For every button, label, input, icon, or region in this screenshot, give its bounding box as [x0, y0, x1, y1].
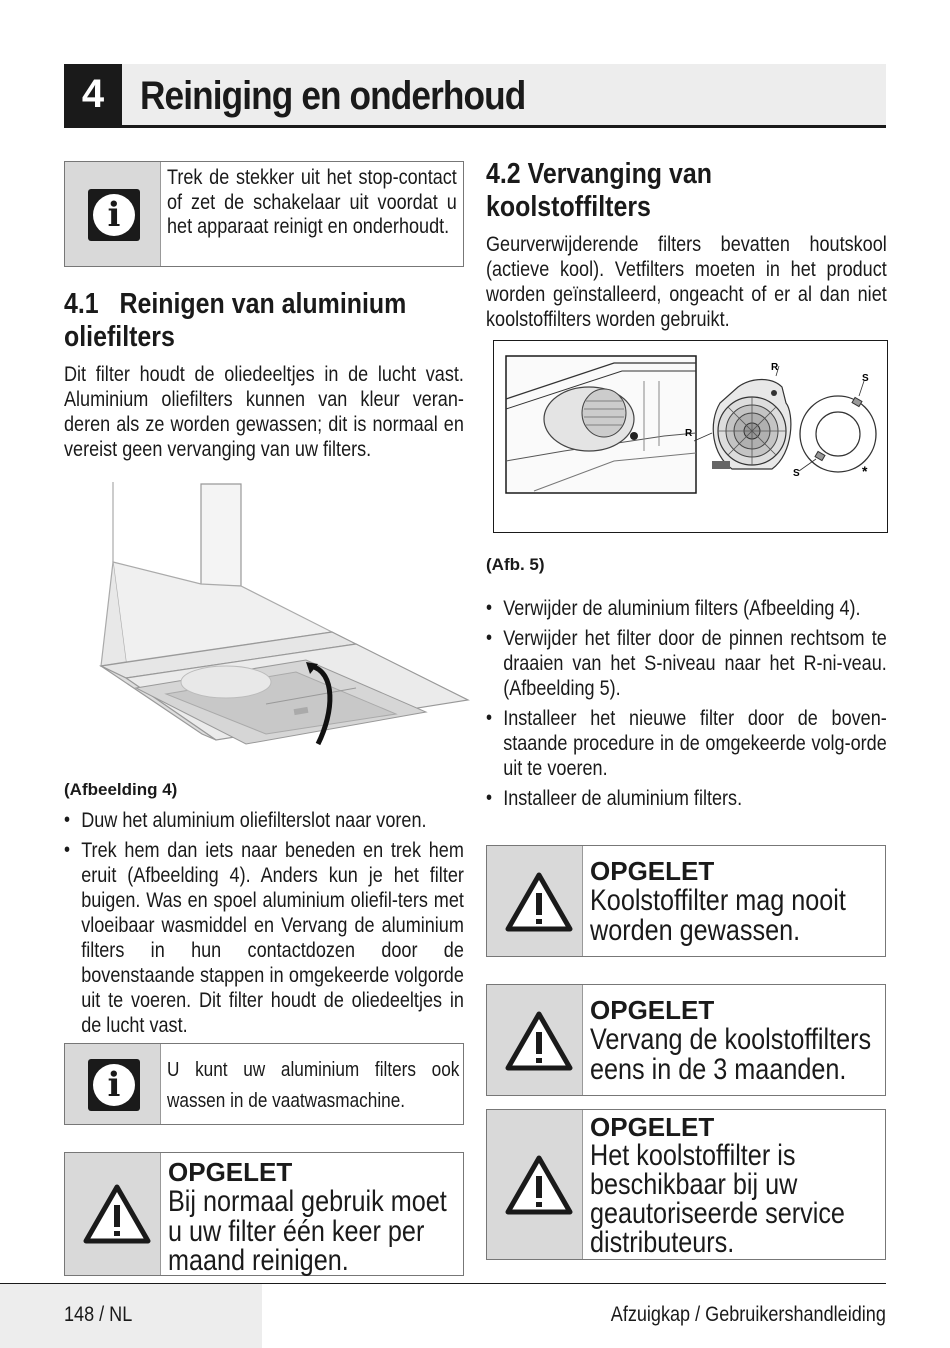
warning-icon	[504, 1154, 574, 1216]
document-title-text: Afzuigkap / Gebruikershandleiding	[610, 1303, 886, 1326]
warning-label: OPGELET	[168, 1157, 293, 1187]
list-item: • Installeer de aluminium filters.	[486, 786, 887, 811]
figure-5-frame	[493, 340, 888, 533]
warning-text-line: Vervang de koolstoffilters	[590, 1023, 872, 1056]
figure-label-s: S	[793, 468, 800, 479]
warning-box-availability	[486, 1109, 886, 1260]
right-bullet-list	[486, 596, 887, 811]
warning-label: OPGELET	[590, 995, 715, 1025]
warning-text-line: Bij normaal gebruik moet	[168, 1185, 447, 1218]
warning-icon	[504, 1010, 574, 1072]
figure-label-r: R	[771, 362, 779, 373]
warning-box-replace-3-months	[486, 984, 886, 1096]
warning-text-line: Het koolstoffilter is	[590, 1139, 796, 1172]
figure-label-s: S	[862, 373, 869, 384]
info-text-unplug: Trek de stekker uit het stop-contact of zet de schakelaar uit voordat u het apparaat reinigt en onderhoudt.	[167, 166, 457, 238]
warning-text-line: maand reinigen.	[168, 1244, 349, 1277]
info-box-unplug	[64, 161, 464, 267]
warning-text-line: worden gewassen.	[590, 914, 801, 947]
section-title-4-2: 4.2 Vervanging van koolstoffilters	[486, 158, 712, 223]
info-icon: i	[88, 1059, 140, 1111]
warning-label: OPGELET	[590, 1112, 715, 1142]
warning-icon	[504, 871, 574, 933]
chapter-number: 4	[64, 64, 122, 125]
warning-icon	[82, 1183, 152, 1245]
warning-label: OPGELET	[590, 856, 715, 886]
hood-illustration	[96, 482, 476, 752]
info-text-dishwasher: U kunt uw aluminium filters ook wassen in de vaatwasmachine.	[167, 1059, 460, 1112]
list-item: • Installeer het nieuwe filter door de boven-staande procedure in de omgekeerde volg-orde uit te voeren.	[486, 706, 887, 781]
warning-text-line: eens in de 3 maanden.	[590, 1053, 847, 1086]
warning-box-no-wash	[486, 845, 886, 957]
list-item: • Verwijder de aluminium filters (Afbeelding 4).	[486, 596, 887, 621]
chapter-header	[64, 64, 886, 128]
figure-label-r: R	[685, 428, 693, 439]
section-title-4-1: 4.1 Reinigen van aluminium oliefilters	[64, 288, 414, 353]
warning-text-line: distributeurs.	[590, 1226, 735, 1259]
figure-4-caption: (Afbeelding 4)	[64, 780, 178, 799]
warning-text-line: geautoriseerde service	[590, 1197, 845, 1230]
carbon-filter-illustration	[494, 341, 886, 531]
figure-label-star: *	[862, 463, 868, 479]
warning-box-clean-monthly	[64, 1152, 464, 1276]
chapter-title: Reiniging en onderhoud	[140, 74, 526, 118]
left-bullet-list	[64, 808, 464, 1038]
list-item: • Duw het aluminium oliefilterslot naar voren.	[64, 808, 464, 833]
info-box-dishwasher	[64, 1043, 464, 1125]
footer-divider	[0, 1283, 886, 1284]
page-number: 148 / NL	[64, 1303, 133, 1326]
warning-text-line: beschikbaar bij uw	[590, 1168, 798, 1201]
section-4-1-intro: Dit filter houdt de oliedeeltjes in de lucht vast. Aluminium oliefilters kunnen van kleur veran-deren als ze worden gewassen; dit is normaal en vereist geen vervanging van uw filters.	[64, 363, 464, 461]
list-item: • Verwijder het filter door de pinnen rechtsom te draaien van het S-niveau naar het R-ni-veau. (Afbeelding 5).	[486, 626, 887, 701]
section-4-2-intro: Geurverwijderende filters bevatten houtskool (actieve kool). Vetfilters moeten in het product worden geïnstalleerd, ongeacht of er al dan niet koolstoffilters worden gebruikt.	[486, 233, 887, 331]
info-icon: i	[88, 189, 140, 241]
warning-text-line: Koolstoffilter mag nooit	[590, 884, 846, 917]
document-title	[560, 1303, 886, 1327]
figure-5-caption: (Afb. 5)	[486, 555, 545, 574]
warning-text-line: u uw filter één keer per	[168, 1215, 425, 1248]
list-item: • Trek hem dan iets naar beneden en trek hem eruit (Afbeelding 4). Anders kun je het filter buigen. Was en spoel aluminium oliefil-ters met vloeibaar wasmiddel en Vervang de aluminium filters in hun contactdozen door de bovenstaande stappen in omgekeerde volgorde uit te voeren. Dit filter houdt de oliedeeltjes in de lucht vast.	[64, 838, 464, 1038]
